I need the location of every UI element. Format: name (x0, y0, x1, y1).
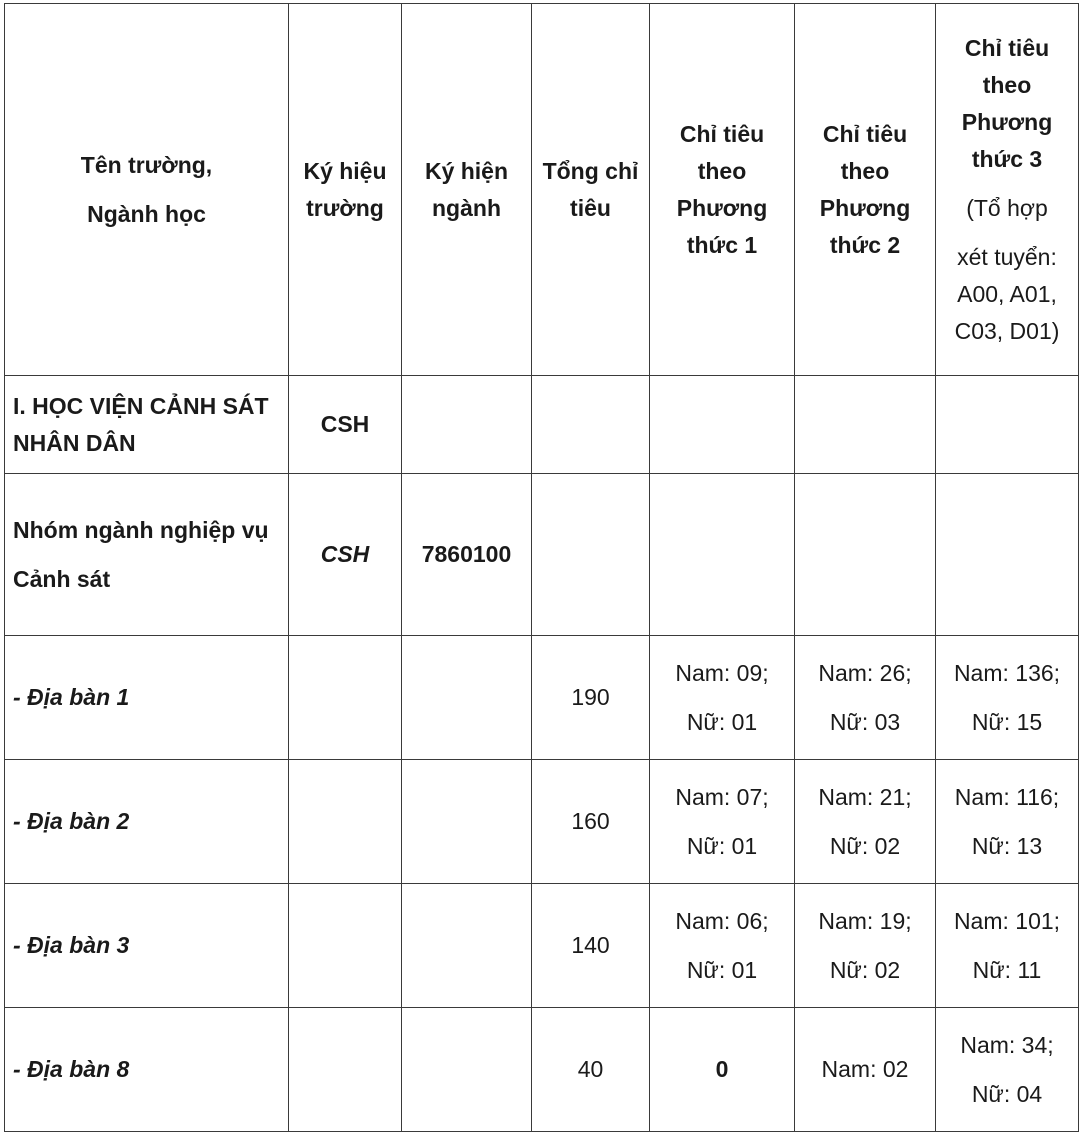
empty-cell (532, 474, 650, 636)
area-total: 160 (532, 760, 650, 884)
area-total: 190 (532, 636, 650, 760)
method3-male: Nam: 101; (953, 907, 1061, 934)
empty-cell (289, 760, 402, 884)
group-name-line2: Cảnh sát (13, 565, 111, 592)
empty-cell (795, 376, 936, 474)
method3-male: Nam: 116; (954, 783, 1060, 810)
empty-cell (650, 474, 795, 636)
school-row (5, 376, 1079, 474)
method3-female: Nữ: 04 (971, 1080, 1043, 1107)
method2-male: Nam: 19; (818, 907, 912, 934)
area-method1 (650, 636, 795, 760)
empty-cell (650, 376, 795, 474)
method3-female: Nữ: 11 (972, 956, 1042, 983)
group-name-line1: Nhóm ngành nghiệp vụ (13, 516, 269, 543)
table-row (5, 1008, 1079, 1132)
header-method3-title: Chỉ tiêu theo Phương thức 3 (961, 34, 1053, 172)
empty-cell (936, 376, 1079, 474)
empty-cell (402, 884, 532, 1008)
empty-cell (936, 474, 1079, 636)
header-method3-note1: (Tổ hợp (966, 194, 1048, 221)
group-row (5, 474, 1079, 636)
method1-male: Nam: 06; (675, 907, 769, 934)
method2-female: Nữ: 02 (829, 956, 901, 983)
area-method3 (936, 884, 1079, 1008)
area-method1 (650, 884, 795, 1008)
admission-quota-table (4, 3, 1079, 1132)
table-row (5, 636, 1079, 760)
header-method2: Chỉ tiêu theo Phương thức 2 (795, 4, 936, 376)
area-method2 (795, 760, 936, 884)
empty-cell (289, 884, 402, 1008)
empty-cell (402, 1008, 532, 1132)
group-school-code: CSH (289, 474, 402, 636)
method3-male: Nam: 136; (953, 659, 1061, 686)
method3-female: Nữ: 13 (971, 832, 1043, 859)
area-method1 (650, 760, 795, 884)
empty-cell (289, 636, 402, 760)
area-total: 140 (532, 884, 650, 1008)
method2-male: Nam: 26; (818, 659, 912, 686)
area-name: - Địa bàn 1 (5, 636, 289, 760)
school-code: CSH (289, 376, 402, 474)
empty-cell (532, 376, 650, 474)
empty-cell (402, 376, 532, 474)
area-method3 (936, 1008, 1079, 1132)
method1-male: Nam: 09; (675, 659, 769, 686)
method2-female: Nữ: 03 (829, 708, 901, 735)
area-name: - Địa bàn 2 (5, 760, 289, 884)
header-method3 (936, 4, 1079, 376)
method1-male: Nam: 07; (675, 783, 769, 810)
method3-female: Nữ: 15 (971, 708, 1043, 735)
header-method3-note2: xét tuyển: A00, A01, C03, D01) (954, 243, 1060, 344)
area-method1: 0 (650, 1008, 795, 1132)
area-name: - Địa bàn 8 (5, 1008, 289, 1132)
header-name (5, 4, 289, 376)
area-method3 (936, 636, 1079, 760)
group-major-code: 7860100 (402, 474, 532, 636)
table-row (5, 760, 1079, 884)
area-method2: Nam: 02 (795, 1008, 936, 1132)
table-row (5, 884, 1079, 1008)
empty-cell (795, 474, 936, 636)
method3-male: Nam: 34; (960, 1031, 1054, 1058)
header-school-code: Ký hiệu trường (289, 4, 402, 376)
area-method2 (795, 636, 936, 760)
header-major-code: Ký hiện ngành (402, 4, 532, 376)
header-name-line2: Ngành học (87, 200, 206, 227)
empty-cell (402, 636, 532, 760)
empty-cell (289, 1008, 402, 1132)
method1-female: Nữ: 01 (686, 708, 758, 735)
area-name: - Địa bàn 3 (5, 884, 289, 1008)
header-name-line1: Tên trường, (80, 151, 213, 178)
method1-female: Nữ: 01 (686, 832, 758, 859)
header-method1: Chỉ tiêu theo Phương thức 1 (650, 4, 795, 376)
area-method3 (936, 760, 1079, 884)
method2-male: Nam: 21; (818, 783, 912, 810)
header-total: Tổng chỉ tiêu (532, 4, 650, 376)
method1-female: Nữ: 01 (686, 956, 758, 983)
header-row (5, 4, 1079, 376)
empty-cell (402, 760, 532, 884)
area-method2 (795, 884, 936, 1008)
method2-female: Nữ: 02 (829, 832, 901, 859)
area-total: 40 (532, 1008, 650, 1132)
school-name: I. HỌC VIỆN CẢNH SÁT NHÂN DÂN (5, 376, 289, 474)
group-name (5, 474, 289, 636)
